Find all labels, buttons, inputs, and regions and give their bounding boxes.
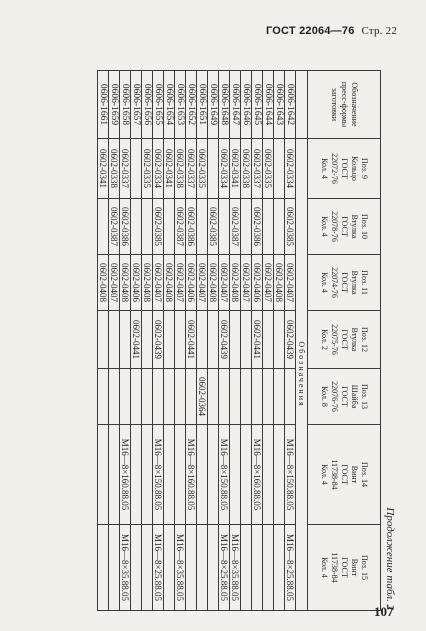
cell-p13 <box>263 369 274 425</box>
mold-code-cell: 0606-1644 <box>263 71 274 139</box>
cell-p13 <box>285 369 296 425</box>
mold-code-cell: 0606-1656 <box>142 71 153 139</box>
cell-p11: 0602-0408 <box>274 255 285 311</box>
mold-code-cell: 0606-1657 <box>131 71 142 139</box>
page-number: 107 <box>374 604 394 619</box>
cell-p15: M16—8×35.88.05 <box>175 525 186 611</box>
cell-p12 <box>120 311 131 369</box>
cell-p11: 0602-0407 <box>153 255 164 311</box>
cell-p9: 0602-0337 <box>252 139 263 199</box>
designations-label: Обозначения <box>296 139 308 611</box>
cell-p14: M16—8×160.88.05 <box>120 425 131 525</box>
designations-spacer <box>296 71 308 139</box>
column-header-7 <box>308 425 381 525</box>
cell-p12: 0602-0441 <box>252 311 263 369</box>
cell-p10 <box>241 199 252 255</box>
cell-p14 <box>208 425 219 525</box>
cell-p15 <box>274 525 285 611</box>
cell-p15: M16—8×25.88.05 <box>219 525 230 611</box>
cell-p14 <box>175 425 186 525</box>
cell-p12: 0602-0439 <box>219 311 230 369</box>
cell-p10 <box>98 199 109 255</box>
cell-p10 <box>131 199 142 255</box>
column-header-line: Кол. 4 <box>320 464 329 485</box>
cell-p13 <box>153 369 164 425</box>
cell-p11: 0602-0407 <box>285 255 296 311</box>
cell-p9: 0602-0338 <box>241 139 252 199</box>
column-header-line: Кол. 8 <box>320 386 329 407</box>
column-header-line: Поз. 14 <box>360 462 369 487</box>
cell-p11: 0602-0407 <box>175 255 186 311</box>
mold-code-cell: 0606-1643 <box>274 71 285 139</box>
cell-p13 <box>109 369 120 425</box>
table-row <box>274 71 285 611</box>
mold-code-cell: 0606-1646 <box>241 71 252 139</box>
cell-p14: M16—8×150.88.05 <box>219 425 230 525</box>
cell-p15: M16—8×35.88.05 <box>120 525 131 611</box>
column-header-6 <box>308 369 381 425</box>
cell-p13: 0602-0364 <box>197 369 208 425</box>
column-header-line: заготовки <box>330 87 339 122</box>
column-header-5 <box>308 311 381 369</box>
column-header-line: 22072-76 <box>330 153 339 184</box>
mold-code-cell: 0606-1642 <box>285 71 296 139</box>
cell-p12 <box>263 311 274 369</box>
column-header-line: ГОСТ <box>340 386 349 407</box>
column-header-line: 22074-76 <box>330 267 339 298</box>
cell-p15 <box>208 525 219 611</box>
cell-p9: 0602-0338 <box>175 139 186 199</box>
cell-p9: 0602-0338 <box>109 139 120 199</box>
column-header-line: ГОСТ <box>340 158 349 179</box>
cell-p14 <box>98 425 109 525</box>
column-header-2 <box>308 139 381 199</box>
cell-p12: 0602-0439 <box>153 311 164 369</box>
column-header-line: Кол. 4 <box>320 158 329 179</box>
cell-p14 <box>274 425 285 525</box>
column-header-line: Кол. 4 <box>320 557 329 578</box>
fasteners-table <box>97 70 381 611</box>
cell-p10: 0602-0387 <box>109 199 120 255</box>
cell-p10 <box>164 199 175 255</box>
cell-p11: 0602-0406 <box>186 255 197 311</box>
table-row <box>131 71 142 611</box>
cell-p12 <box>208 311 219 369</box>
table-row <box>142 71 153 611</box>
column-header-3 <box>308 199 381 255</box>
cell-p9: 0602-0341 <box>98 139 109 199</box>
cell-p11: 0602-0406 <box>131 255 142 311</box>
column-header-line: 22075-76 <box>330 324 339 355</box>
cell-p14: M16—8×150.88.05 <box>285 425 296 525</box>
mold-code-cell: 0606-1648 <box>219 71 230 139</box>
cell-p11: 0602-0407 <box>241 255 252 311</box>
table-row <box>197 71 208 611</box>
column-header-line: 11738-84 <box>330 552 339 583</box>
table-row <box>175 71 186 611</box>
column-header-line: Кольцо <box>350 156 359 181</box>
cell-p10: 0602-0385 <box>153 199 164 255</box>
cell-p10 <box>263 199 274 255</box>
cell-p15 <box>252 525 263 611</box>
cell-p9: 0602-0337 <box>120 139 131 199</box>
cell-p12 <box>274 311 285 369</box>
table-row <box>241 71 252 611</box>
mold-code-cell: 0606-1653 <box>175 71 186 139</box>
cell-p12 <box>175 311 186 369</box>
cell-p12 <box>164 311 175 369</box>
cell-p13 <box>131 369 142 425</box>
column-header-1 <box>308 71 381 139</box>
table-row <box>252 71 263 611</box>
cell-p9: 0602-0335 <box>142 139 153 199</box>
mold-code-cell: 0606-1652 <box>186 71 197 139</box>
cell-p13 <box>274 369 285 425</box>
column-header-line: Поз. 11 <box>360 270 369 295</box>
column-header-line: Поз. 9 <box>360 158 369 179</box>
cell-p10: 0602-0387 <box>230 199 241 255</box>
column-header-line: 22076-76 <box>330 381 339 412</box>
column-header-row <box>308 71 381 611</box>
cell-p12 <box>98 311 109 369</box>
column-header-line: Втулка <box>350 270 359 295</box>
cell-p14: M16—8×160.88.05 <box>186 425 197 525</box>
page-label: Стр. 22 <box>361 25 398 37</box>
cell-p15 <box>263 525 274 611</box>
gost-number: ГОСТ 22064—76 <box>266 25 355 37</box>
table-row <box>164 71 175 611</box>
column-header-line: ГОСТ <box>340 329 349 350</box>
cell-p15 <box>98 525 109 611</box>
cell-p10: 0602-0385 <box>208 199 219 255</box>
cell-p13 <box>219 369 230 425</box>
column-header-line: Кол. 2 <box>320 329 329 350</box>
cell-p11: 0602-0408 <box>120 255 131 311</box>
cell-p12 <box>230 311 241 369</box>
mold-code-cell: 0606-1655 <box>153 71 164 139</box>
cell-p11: 0602-0406 <box>252 255 263 311</box>
cell-p15: M16—8×25.88.05 <box>285 525 296 611</box>
mold-code-cell: 0606-1645 <box>252 71 263 139</box>
cell-p13 <box>230 369 241 425</box>
cell-p10: 0602-0386 <box>186 199 197 255</box>
cell-p13 <box>208 369 219 425</box>
column-header-line: ГОСТ <box>340 464 349 485</box>
cell-p11: 0602-0408 <box>164 255 175 311</box>
cell-p13 <box>98 369 109 425</box>
cell-p15 <box>164 525 175 611</box>
cell-p15 <box>197 525 208 611</box>
cell-p11: 0602-0408 <box>142 255 153 311</box>
table-row <box>153 71 164 611</box>
cell-p14 <box>142 425 153 525</box>
cell-p12: 0602-0439 <box>285 311 296 369</box>
rotated-table-block <box>98 70 397 610</box>
cell-p15 <box>241 525 252 611</box>
column-header-4 <box>308 255 381 311</box>
column-header-line: Кол. 4 <box>320 216 329 237</box>
cell-p12: 0602-0441 <box>131 311 142 369</box>
cell-p10 <box>142 199 153 255</box>
cell-p11: 0602-0408 <box>230 255 241 311</box>
cell-p15 <box>142 525 153 611</box>
column-header-line: 11738-84 <box>330 459 339 490</box>
designations-row <box>296 71 308 611</box>
mold-code-cell: 0606-1649 <box>208 71 219 139</box>
cell-p14 <box>164 425 175 525</box>
column-header-line: Винт <box>350 558 359 577</box>
cell-p13 <box>120 369 131 425</box>
table-row <box>98 71 109 611</box>
cell-p10 <box>219 199 230 255</box>
cell-p13 <box>186 369 197 425</box>
cell-p12 <box>109 311 120 369</box>
mold-code-cell: 0606-1659 <box>109 71 120 139</box>
cell-p11: 0602-0408 <box>98 255 109 311</box>
cell-p14: M16—8×150.88.05 <box>153 425 164 525</box>
cell-p15 <box>186 525 197 611</box>
table-row <box>230 71 241 611</box>
column-header-line: Шайба <box>350 384 359 409</box>
column-header-line: Поз. 15 <box>360 555 369 580</box>
cell-p14 <box>230 425 241 525</box>
continuation-label: Продолжение табл. 2 <box>384 507 396 610</box>
cell-p12 <box>197 311 208 369</box>
table-row <box>186 71 197 611</box>
cell-p10: 0602-0386 <box>120 199 131 255</box>
column-header-line: Втулка <box>350 214 359 239</box>
cell-p9: 0602-0334 <box>219 139 230 199</box>
column-header-line: Поз. 12 <box>360 327 369 352</box>
cell-p13 <box>175 369 186 425</box>
table-row <box>208 71 219 611</box>
table-row <box>120 71 131 611</box>
cell-p9: 0602-0334 <box>153 139 164 199</box>
cell-p14 <box>241 425 252 525</box>
cell-p15 <box>109 525 120 611</box>
cell-p14 <box>131 425 142 525</box>
column-header-line: пресс-формы <box>340 81 349 128</box>
cell-p15: M16—8×25.88.05 <box>153 525 164 611</box>
cell-p10: 0602-0387 <box>175 199 186 255</box>
cell-p13 <box>142 369 153 425</box>
mold-code-cell: 0606-1654 <box>164 71 175 139</box>
cell-p14: M16—8×160.88.05 <box>252 425 263 525</box>
cell-p9: 0602-0335 <box>263 139 274 199</box>
mold-code-cell: 0606-1647 <box>230 71 241 139</box>
table-row <box>263 71 274 611</box>
mold-code-cell: 0606-1651 <box>197 71 208 139</box>
cell-p9: 0602-0334 <box>285 139 296 199</box>
column-header-line: ГОСТ <box>340 216 349 237</box>
cell-p12: 0602-0441 <box>186 311 197 369</box>
column-header-8 <box>308 525 381 611</box>
cell-p9 <box>131 139 142 199</box>
cell-p10 <box>274 199 285 255</box>
cell-p9 <box>208 139 219 199</box>
mold-code-cell: 0606-1658 <box>120 71 131 139</box>
column-header-line: Обозначение <box>350 82 359 127</box>
column-header-line: Втулка <box>350 327 359 352</box>
column-header-line: Кол. 4 <box>320 272 329 293</box>
table-row <box>109 71 120 611</box>
column-header-line: Винт <box>350 465 359 484</box>
cell-p11: 0602-0407 <box>219 255 230 311</box>
cell-p10: 0602-0386 <box>252 199 263 255</box>
column-header-line: 22078-76 <box>330 211 339 242</box>
cell-p13 <box>252 369 263 425</box>
cell-p11: 0602-0407 <box>197 255 208 311</box>
cell-p11: 0602-0408 <box>208 255 219 311</box>
cell-p13 <box>164 369 175 425</box>
table-row <box>285 71 296 611</box>
cell-p13 <box>241 369 252 425</box>
cell-p14 <box>197 425 208 525</box>
cell-p11: 0602-0407 <box>109 255 120 311</box>
cell-p10: 0602-0385 <box>285 199 296 255</box>
cell-p9: 0602-0341 <box>164 139 175 199</box>
cell-p10 <box>197 199 208 255</box>
cell-p15: M16—8×35.88.05 <box>230 525 241 611</box>
column-header-line: ГОСТ <box>340 557 349 578</box>
cell-p11: 0602-0407 <box>263 255 274 311</box>
cell-p9: 0602-0337 <box>186 139 197 199</box>
cell-p15 <box>131 525 142 611</box>
cell-p9: 0602-0335 <box>197 139 208 199</box>
column-header-line: ГОСТ <box>340 272 349 293</box>
cell-p9: 0602-0341 <box>230 139 241 199</box>
column-header-line: Поз. 10 <box>360 214 369 239</box>
mold-code-cell: 0606-1661 <box>98 71 109 139</box>
table-row <box>219 71 230 611</box>
cell-p9 <box>274 139 285 199</box>
page-header <box>266 25 397 37</box>
cell-p14 <box>263 425 274 525</box>
cell-p14 <box>109 425 120 525</box>
cell-p12 <box>142 311 153 369</box>
cell-p12 <box>241 311 252 369</box>
column-header-line: Поз. 13 <box>360 384 369 409</box>
